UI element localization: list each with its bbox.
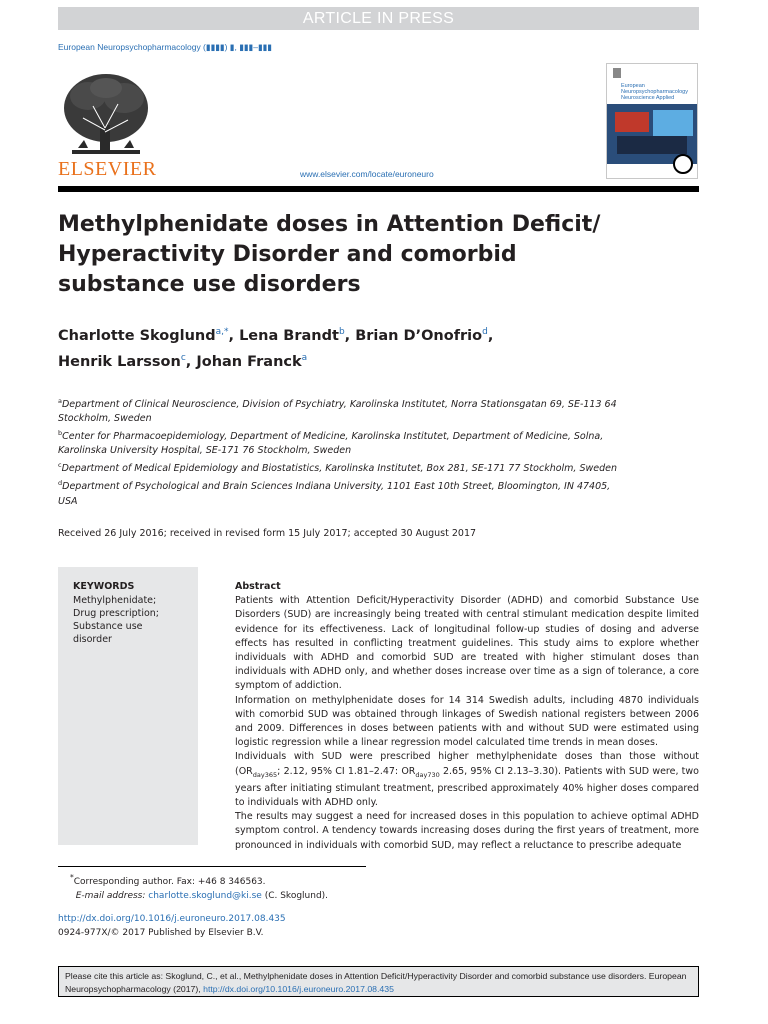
- affiliations: [58, 394, 618, 509]
- author-name: Charlotte Skoglund: [58, 327, 216, 344]
- header-rule: [58, 186, 699, 192]
- abstract: [235, 580, 699, 853]
- affiliation: $^b$Center for Pharmacoepidemiology, Department of Medicine, Karolinska Institutet, Department of Medicine, Solna, Karolinska University Hospital, SE-171 76 Stockholm, Sweden: [58, 429, 604, 457]
- author-affiliation-link[interactable]: c: [180, 352, 186, 363]
- author-name: , Brian D’Onofrio: [344, 327, 483, 344]
- affiliation: $^d$Department of Psychological and Brain Sciences Indiana University, 1101 East 10th Street, Bloomington, IN 47405, USA: [58, 479, 611, 507]
- keyword: Methylphenidate;: [73, 595, 157, 606]
- cover-art: [607, 64, 698, 179]
- author-affiliation-link[interactable]: a,*: [215, 327, 229, 337]
- keywords-heading: KEYWORDS: [73, 581, 135, 592]
- author-name: , Lena Brandt: [228, 327, 339, 344]
- issn-copyright: 0924-977X/© 2017 Published by Elsevier B.V.: [58, 928, 264, 938]
- author-list: Charlotte Skoglund$^{a,*}$, Lena Brandt$^b$, Brian D’Onofrio$^d$, Henrik Larsson$^c$, Johan Franck$^a$: [58, 327, 494, 370]
- affiliation: $^a$Department of Clinical Neuroscience, Division of Psychiatry, Karolinska Institutet, Norra Stationsgatan 69, SE-113 64 Stockholm, Sweden: [58, 397, 617, 425]
- journal-reference[interactable]: European Neuropsychopharmacology (▮▮▮▮) ▮, ▮▮▮–▮▮▮: [58, 42, 272, 52]
- cover-title: European Neuropsychopharmacology Neuroscience Applied: [621, 83, 688, 101]
- email-link[interactable]: charlotte.skoglund@ki.se: [148, 891, 262, 901]
- author-name: Henrik Larsson: [58, 353, 181, 370]
- article-title: Methylphenidate doses in Attention Deficit/ Hyperactivity Disorder and comorbid substance use disorders: [58, 212, 601, 297]
- abstract-heading: Abstract: [235, 581, 281, 592]
- author-affiliation-link[interactable]: d: [482, 327, 488, 337]
- author-affiliation-link[interactable]: a: [301, 352, 308, 363]
- corresponding-author-note: *Corresponding author. Fax: +46 8 346563.: [70, 873, 266, 887]
- received-dates: Received 26 July 2016; received in revised form 15 July 2017; accepted 30 August 2017: [58, 528, 477, 539]
- doi-link[interactable]: http://dx.doi.org/10.1016/j.euroneuro.2017.08.435: [58, 914, 286, 924]
- keyword: disorder: [73, 634, 112, 645]
- abstract-paragraph: Individuals with SUD were prescribed higher methylphenidate doses than those without ($OR_{day365}$; 2.12, 95% CI 1.81–2.47: $OR_{day730}$ 2.65, 95% CI 2.13–3.30). Patients with SUD were, two years after initiating stimulant treatment, prescribed approximately 40% higher doses compared to individuals with ADHD only.: [235, 751, 699, 808]
- affiliation: $^c$Department of Medical Epidemiology and Biostatistics, Karolinska Institutet, Box 281, SE-171 77 Stockholm, Sweden: [58, 461, 618, 475]
- article-in-press-banner: ARTICLE IN PRESS: [58, 7, 699, 30]
- elsevier-wordmark: ELSEVIER: [58, 158, 157, 180]
- author-name: , Johan Franck: [185, 353, 302, 370]
- abstract-paragraph: The results may suggest a need for increased doses in this population to achieve optimal ADHD symptom control. A tendency towards increasing doses during the first years of treatment, more pronounced in individuals with comorbid SUD, may reflect a reluctance to prescribe adequate: [235, 811, 699, 851]
- citation-text: Please cite this article as: Skoglund, C., et al., Methylphenidate doses in Attention Deficit/Hyperactivity Disorder and comorbid substance use disorders. European Neuropsychopharmacology (2017),: [65, 971, 687, 994]
- keyword: Drug prescription;: [73, 608, 160, 619]
- author-affiliation-link[interactable]: b: [338, 327, 345, 337]
- keywords-box: [58, 567, 198, 845]
- citation-box: [58, 966, 699, 997]
- abstract-paragraph: Information on methylphenidate doses for 14 314 Swedish adults, including 4870 individuals with comorbid SUD was obtained through linkages of Swedish national registers between 2006 and 2009. Differences in doses between patients with and without SUD were estimated using logistic regression while a linear regression model calculated time trends in mean doses.: [235, 694, 699, 749]
- email-note: E-mail address: charlotte.skoglund@ki.se (C. Skoglund).: [75, 891, 329, 901]
- journal-url-link[interactable]: www.elsevier.com/locate/euroneuro: [300, 169, 434, 179]
- keyword: Substance use: [73, 621, 143, 632]
- footnote-rule: [58, 866, 366, 867]
- journal-cover-thumbnail: [606, 63, 698, 179]
- footnotes: [70, 871, 328, 903]
- abstract-paragraph: Patients with Attention Deficit/Hyperactivity Disorder (ADHD) and comorbid Substance Use Disorders (SUD) are increasingly being treated with central stimulant medication despite limited evidence for its effectiveness. Lack of longitudinal follow-up studies of dosing and adverse effects has resulted in conflicting treatment guidelines. This study aims to explore whether individuals with ADHD and comorbid SUD are treated with higher stimulant doses than individuals with ADHD only, and whether doses increase over time as a sign of tolerance, a core symptom of addiction.: [235, 595, 699, 692]
- citation-doi-link[interactable]: http://dx.doi.org/10.1016/j.euroneuro.2017.08.435: [203, 984, 394, 994]
